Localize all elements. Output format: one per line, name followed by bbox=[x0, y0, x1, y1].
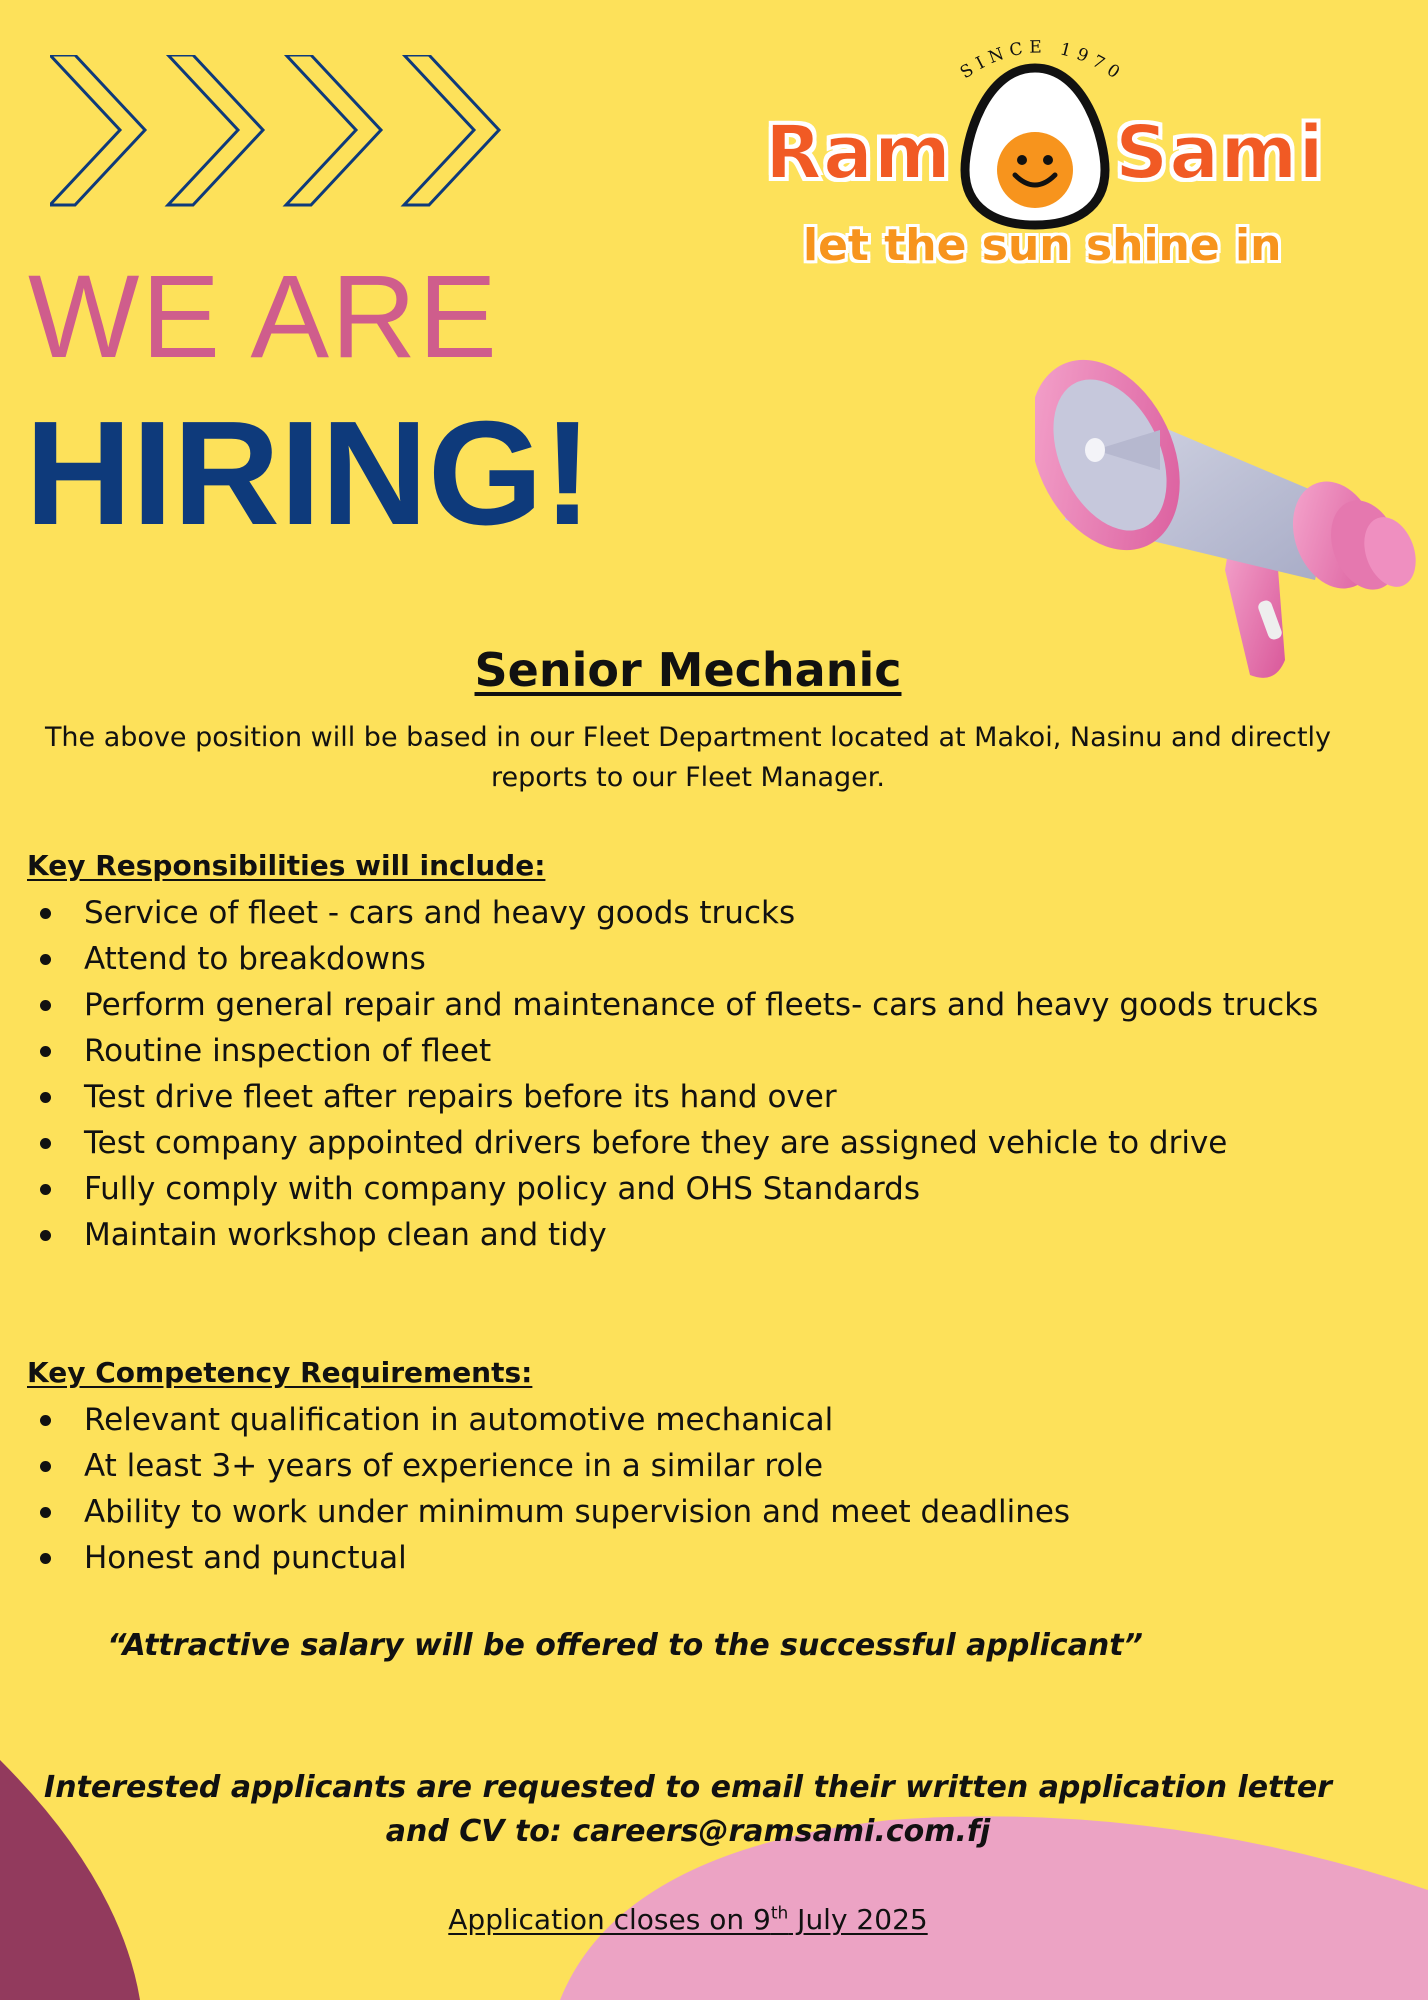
job-title bbox=[0, 643, 1376, 698]
list-item: Maintain workshop clean and tidy bbox=[40, 1212, 1340, 1258]
competencies-heading: Key Competency Requirements: bbox=[27, 1356, 533, 1389]
competencies-list bbox=[40, 1397, 1340, 1581]
list-item: Routine inspection of fleet bbox=[40, 1028, 1340, 1074]
list-item: Relevant qualification in automotive mechanical bbox=[40, 1397, 1340, 1443]
apply-instructions bbox=[20, 1766, 1356, 1854]
list-item: Attend to breakdowns bbox=[40, 936, 1340, 982]
smiling-egg-icon bbox=[955, 60, 1115, 230]
apply-line-2: and CV to: careers@ramsami.com.fj bbox=[385, 1814, 991, 1849]
job-description: The above position will be based in our Fleet Department located at Makoi, Nasinu and directly reports to our Fleet Manager. bbox=[44, 722, 1332, 793]
list-item: At least 3+ years of experience in a similar role bbox=[40, 1443, 1340, 1489]
headline-hiring: HIRING! bbox=[25, 391, 593, 556]
closing-date bbox=[0, 1903, 1376, 1936]
apply-line-1: Interested applicants are requested to email their written application letter bbox=[44, 1770, 1332, 1805]
list-item: Test company appointed drivers before they are assigned vehicle to drive bbox=[40, 1120, 1340, 1166]
list-item: Honest and punctual bbox=[40, 1535, 1340, 1581]
list-item: Ability to work under minimum supervision and meet deadlines bbox=[40, 1489, 1340, 1535]
responsibilities-list bbox=[40, 890, 1340, 1258]
logo-since-text: SINCE 1970 bbox=[956, 37, 1129, 87]
ramsami-logo bbox=[755, 20, 1335, 280]
list-item: Service of fleet - cars and heavy goods trucks bbox=[40, 890, 1340, 936]
salary-note: “Attractive salary will be offered to the successful applicant” bbox=[107, 1628, 1143, 1663]
closing-ordinal: th bbox=[770, 1903, 789, 1924]
closing-rest: July 2025 bbox=[788, 1903, 928, 1936]
logo-brand-ram: Ram bbox=[765, 110, 953, 196]
list-item: Perform general repair and maintenance of fleets- cars and heavy goods trucks bbox=[40, 982, 1340, 1028]
chevron-arrows-decoration bbox=[50, 55, 510, 215]
list-item: Fully comply with company policy and OHS Standards bbox=[40, 1166, 1340, 1212]
responsibilities-heading: Key Responsibilities will include: bbox=[27, 849, 546, 882]
logo-tagline: let the sun shine in bbox=[803, 220, 1282, 271]
logo-brand-sami: Sami bbox=[1115, 110, 1325, 196]
list-item: Test drive fleet after repairs before its hand over bbox=[40, 1074, 1340, 1120]
job-title-text: Senior Mechanic bbox=[474, 643, 902, 697]
closing-prefix: Application closes on 9 bbox=[448, 1903, 771, 1936]
headline-we-are: WE ARE bbox=[28, 251, 499, 383]
